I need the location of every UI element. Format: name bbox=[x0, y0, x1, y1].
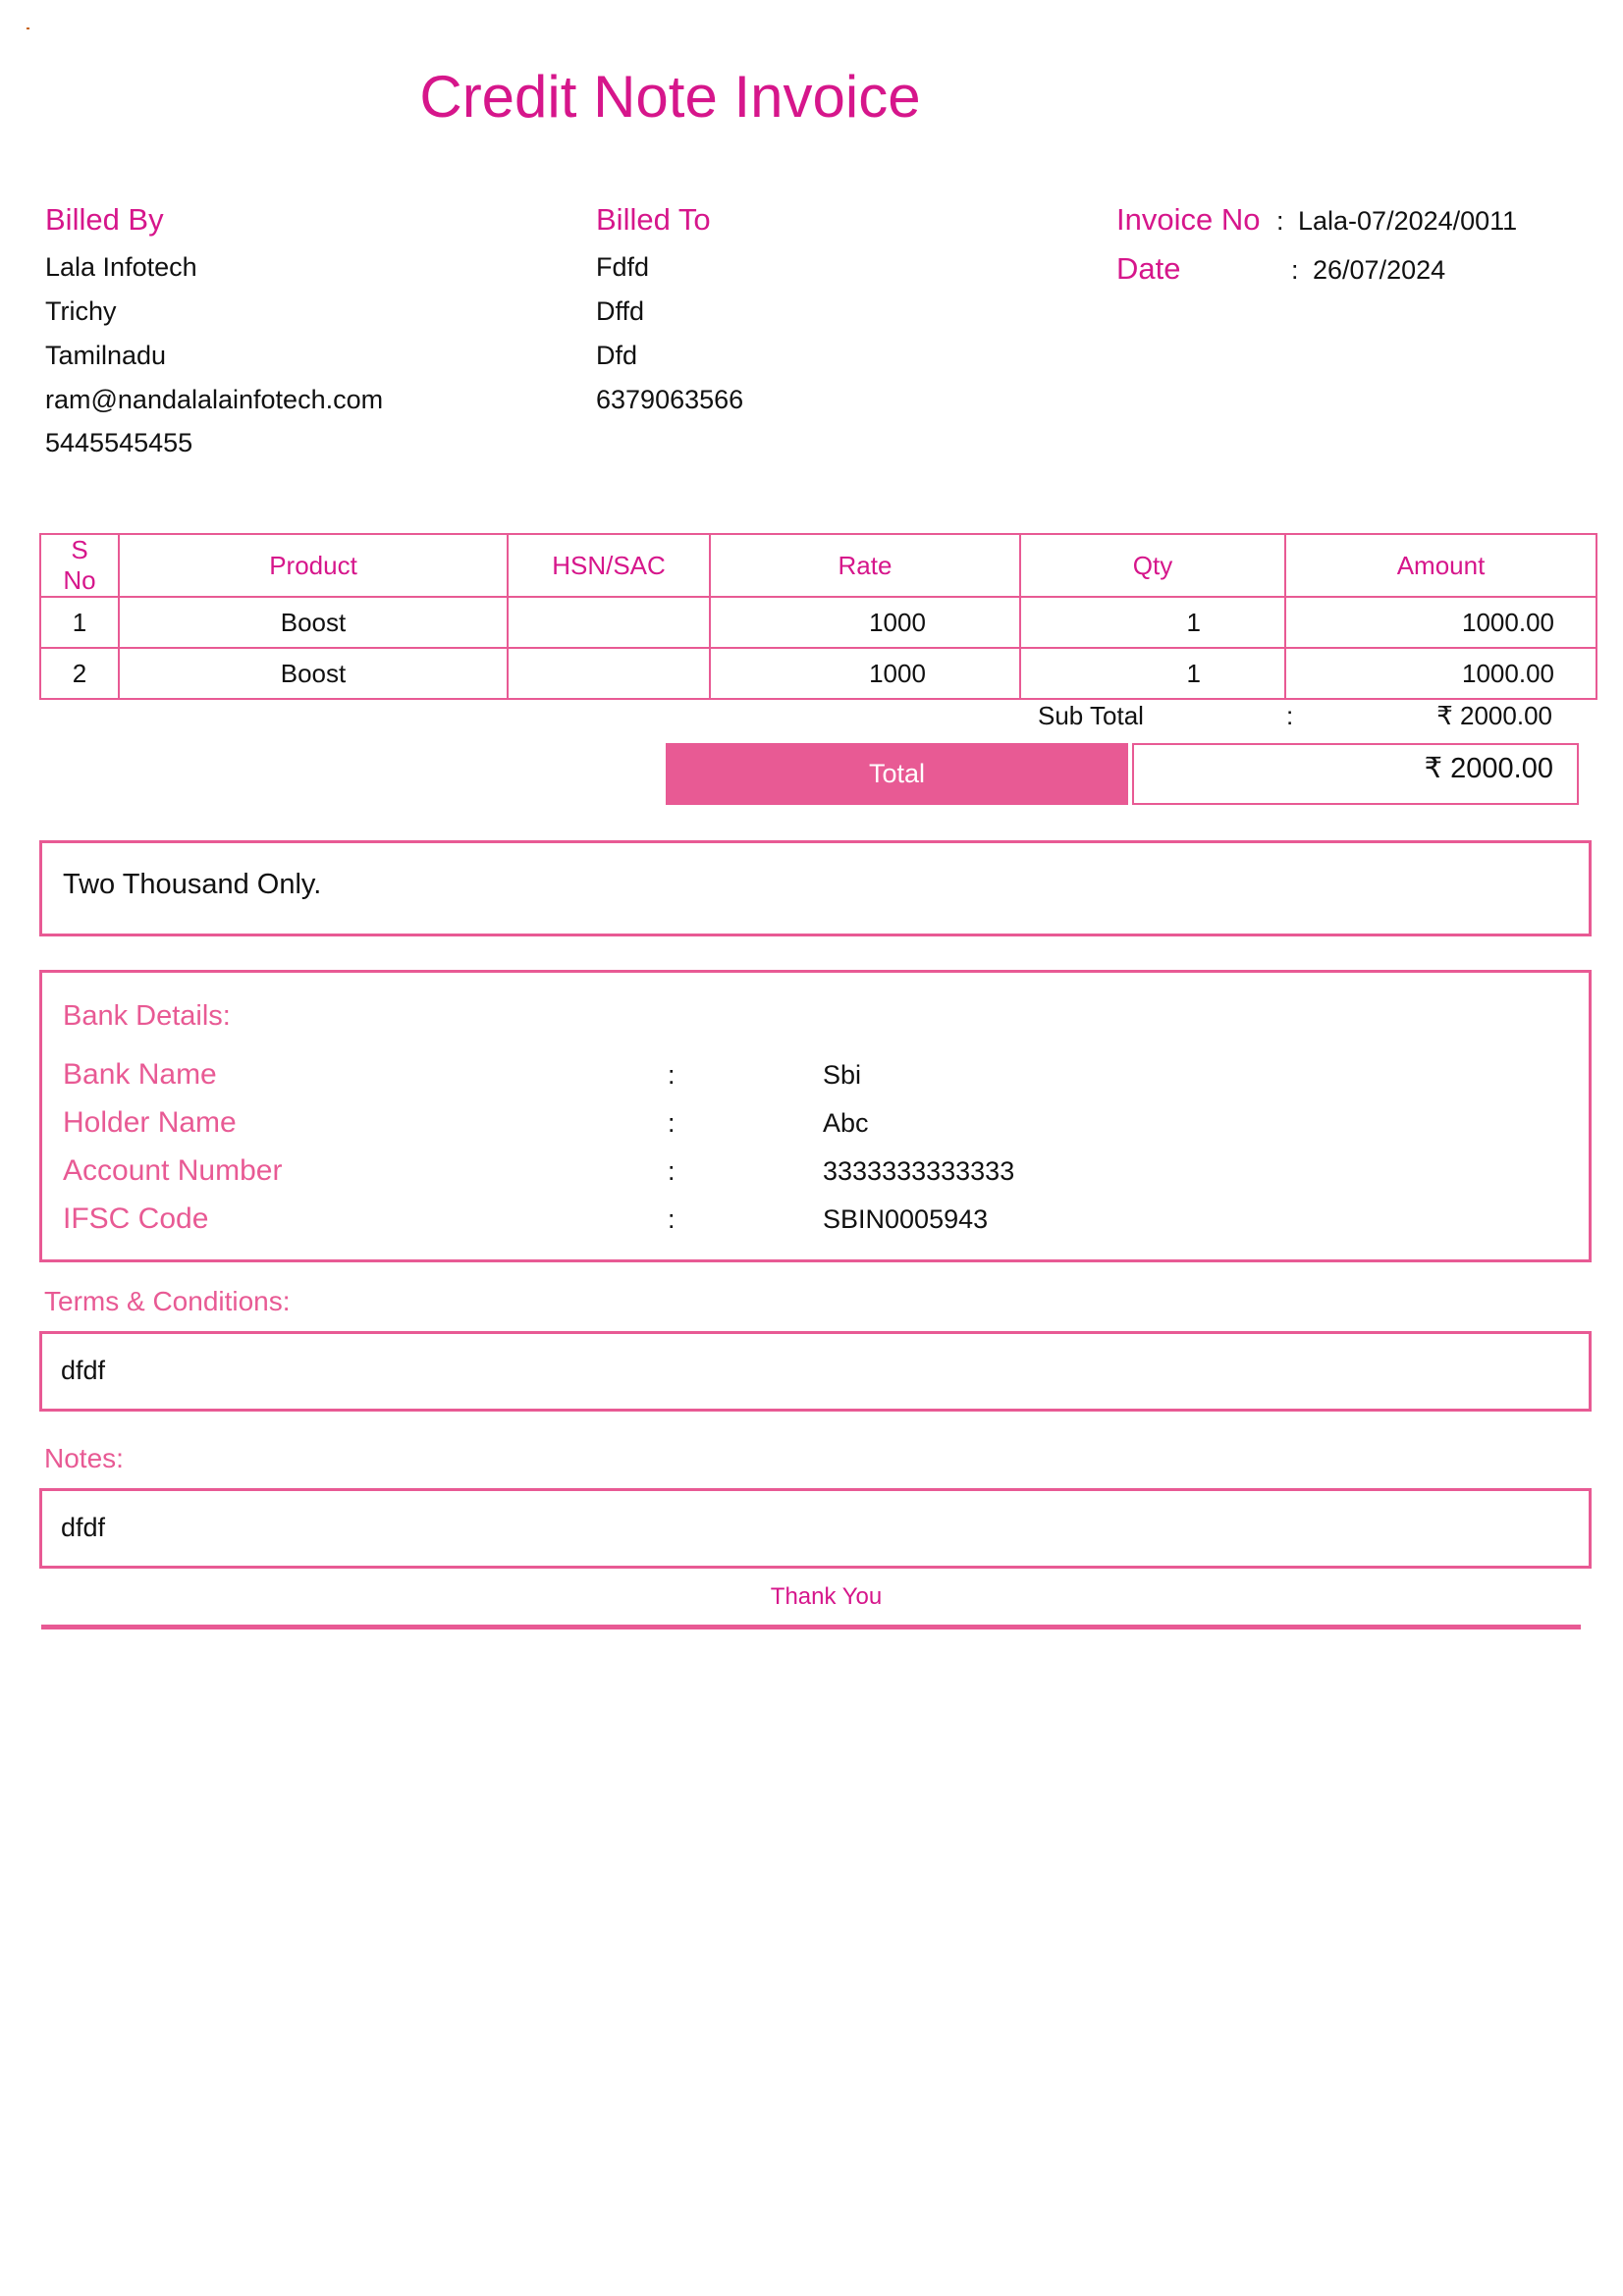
holder-name-value: Abc bbox=[823, 1108, 869, 1138]
date-separator: : bbox=[1291, 255, 1299, 285]
header-hsn: HSN/SAC bbox=[508, 534, 710, 597]
ifsc-code-value: SBIN0005943 bbox=[823, 1204, 989, 1234]
holder-name-label: Holder Name bbox=[63, 1106, 237, 1139]
notes-text: dfdf bbox=[61, 1513, 106, 1542]
account-number-separator: : bbox=[668, 1156, 676, 1186]
total-label: Total bbox=[868, 759, 926, 788]
cell-hsn bbox=[508, 597, 710, 648]
header-rate: Rate bbox=[710, 534, 1020, 597]
account-number-value: 3333333333333 bbox=[823, 1156, 1015, 1186]
date-label: Date bbox=[1116, 251, 1181, 286]
bank-details-heading: Bank Details: bbox=[63, 1000, 231, 1032]
holder-name-separator: : bbox=[668, 1108, 676, 1138]
account-number-label: Account Number bbox=[63, 1154, 283, 1187]
billed-by-state: Tamilnadu bbox=[45, 341, 167, 370]
amount-in-words-box bbox=[39, 840, 1592, 936]
cell-qty: 1 bbox=[1020, 597, 1285, 648]
invoice-no-separator: : bbox=[1276, 206, 1284, 236]
notes-label: Notes: bbox=[44, 1443, 124, 1473]
billed-by-phone: 5445545455 bbox=[45, 428, 193, 457]
amount-in-words: Two Thousand Only. bbox=[63, 869, 322, 900]
billed-to-phone: 6379063566 bbox=[596, 385, 744, 414]
page-title: Credit Note Invoice bbox=[419, 64, 921, 130]
subtotal-label: Sub Total bbox=[1038, 701, 1144, 730]
subtotal-value: ₹ 2000.00 bbox=[1436, 701, 1552, 730]
cell-hsn bbox=[508, 648, 710, 699]
table-header-row bbox=[40, 534, 1596, 597]
notes-box bbox=[39, 1488, 1592, 1569]
ifsc-code-label: IFSC Code bbox=[63, 1202, 209, 1235]
billed-by-city: Trichy bbox=[45, 296, 117, 326]
bank-name-value: Sbi bbox=[823, 1060, 862, 1090]
table-row bbox=[40, 597, 1596, 648]
cell-amount: 1000.00 bbox=[1285, 648, 1596, 699]
total-label-box bbox=[666, 743, 1128, 805]
total-value: ₹ 2000.00 bbox=[1424, 753, 1553, 784]
bank-name-separator: : bbox=[668, 1060, 676, 1090]
date-value: 26/07/2024 bbox=[1313, 255, 1446, 285]
corner-mark bbox=[27, 27, 29, 29]
bank-details-box bbox=[39, 970, 1592, 1262]
footer-divider bbox=[41, 1625, 1581, 1629]
terms-text: dfdf bbox=[61, 1356, 106, 1385]
invoice-no-label: Invoice No bbox=[1116, 202, 1261, 237]
cell-sno: 2 bbox=[40, 648, 119, 699]
cell-product: Boost bbox=[119, 597, 508, 648]
ifsc-code-separator: : bbox=[668, 1204, 676, 1234]
cell-rate: 1000 bbox=[710, 648, 1020, 699]
bank-name-label: Bank Name bbox=[63, 1058, 217, 1091]
billed-to-label: Billed To bbox=[596, 202, 711, 237]
cell-amount: 1000.00 bbox=[1285, 597, 1596, 648]
thank-you-text: Thank You bbox=[770, 1583, 883, 1610]
header-sno: S No bbox=[40, 534, 119, 597]
total-value-box bbox=[1132, 743, 1579, 805]
header-product: Product bbox=[119, 534, 508, 597]
cell-sno: 1 bbox=[40, 597, 119, 648]
terms-label: Terms & Conditions: bbox=[44, 1286, 291, 1316]
items-table bbox=[39, 533, 1597, 700]
billed-to-name: Fdfd bbox=[596, 252, 650, 282]
billed-by-label: Billed By bbox=[45, 202, 164, 237]
invoice-no-value: Lala-07/2024/0011 bbox=[1298, 206, 1518, 236]
subtotal-separator: : bbox=[1286, 701, 1294, 730]
header-amount: Amount bbox=[1285, 534, 1596, 597]
billed-by-email: ram@nandalalainfotech.com bbox=[45, 385, 384, 414]
terms-box bbox=[39, 1331, 1592, 1412]
cell-rate: 1000 bbox=[710, 597, 1020, 648]
billed-to-line-2: Dffd bbox=[596, 296, 645, 326]
header-qty: Qty bbox=[1020, 534, 1285, 597]
billed-by-name: Lala Infotech bbox=[45, 252, 197, 282]
cell-product: Boost bbox=[119, 648, 508, 699]
billed-to-line-3: Dfd bbox=[596, 341, 638, 370]
cell-qty: 1 bbox=[1020, 648, 1285, 699]
table-row bbox=[40, 648, 1596, 699]
